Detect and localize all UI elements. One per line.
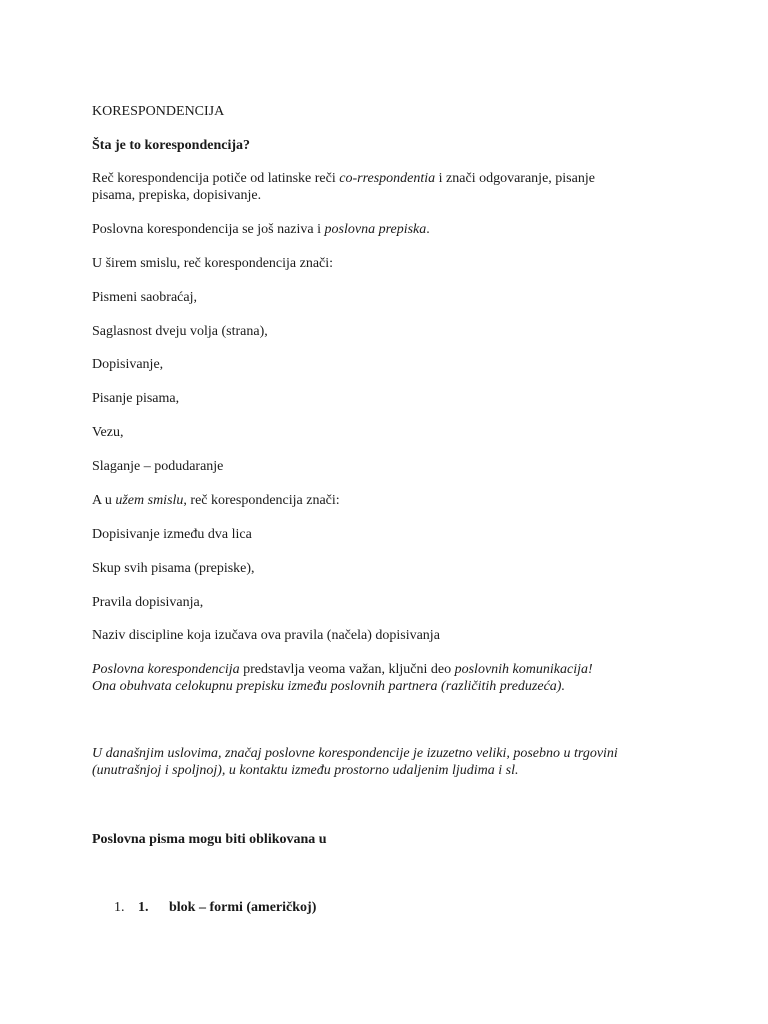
- wider-item: Dopisivanje,: [92, 357, 164, 372]
- text-run: .: [426, 222, 430, 237]
- wider-item: Slaganje – podudaranje: [92, 459, 224, 474]
- narrow-item: Skup svih pisama (prepiske),: [92, 561, 255, 576]
- text-run: A u: [92, 493, 116, 508]
- latin-term: co-rrespondentia: [339, 171, 436, 186]
- wider-item: Saglasnost dveju volja (strana),: [92, 324, 268, 339]
- text-run: i znači odgovaranje, pisanje: [435, 171, 595, 186]
- italic-term: užem smislu: [115, 493, 184, 508]
- section-heading: Šta je to korespondencija?: [92, 138, 251, 153]
- wider-item: Pisanje pisama,: [92, 391, 180, 406]
- wider-item: Pismeni saobraćaj,: [92, 290, 197, 305]
- narrow-item: Pravila dopisivanja,: [92, 595, 204, 610]
- text-run: U današnjim uslovima, značaj poslovne korespondencije je izuzetno veliki, posebno u trgovini: [92, 746, 618, 761]
- text-run: Poslovna korespondencija se još naziva i: [92, 222, 325, 237]
- narrow-item: Dopisivanje između dva lica: [92, 527, 252, 542]
- letters-heading: Poslovna pisma mogu biti oblikovana u: [92, 832, 327, 847]
- italic-term: Poslovna korespondencija: [92, 662, 240, 677]
- wider-item: Vezu,: [92, 425, 124, 440]
- text-run: , reč korespondencija znači:: [183, 493, 340, 508]
- italic-term: poslovnih komunikacija!: [454, 662, 593, 677]
- list-number: 1.: [114, 900, 125, 915]
- narrow-sense-intro: [92, 492, 662, 509]
- italic-term: poslovna prepiska: [324, 222, 427, 237]
- paragraph-synonym: [92, 221, 662, 238]
- text-run: (unutrašnjoj i spoljnoj), u kontaktu između prostorno udaljenim ljudima i sl.: [92, 763, 519, 778]
- narrow-item: Naziv discipline koja izučava ova pravila (načela) dopisivanja: [92, 628, 440, 643]
- list-inner-number: 1.: [138, 900, 149, 915]
- wider-sense-intro: U širem smislu, reč korespondencija znači:: [92, 256, 334, 271]
- paragraph-origin: [92, 170, 662, 204]
- text-run: Reč korespondencija potiče od latinske reči: [92, 171, 340, 186]
- text-run: predstavlja veoma važan, ključni deo: [239, 662, 455, 677]
- document-title: KORESPONDENCIJA: [92, 104, 225, 119]
- text-run: pisama, prepiska, dopisivanje.: [92, 188, 262, 203]
- text-run: Ona obuhvata celokupnu prepisku između poslovnih partnera (različitih preduzeća).: [92, 679, 565, 694]
- list-item-text: blok – formi (američkoj): [169, 900, 317, 915]
- paragraph-importance: [92, 661, 662, 695]
- paragraph-current-conditions: [92, 745, 662, 779]
